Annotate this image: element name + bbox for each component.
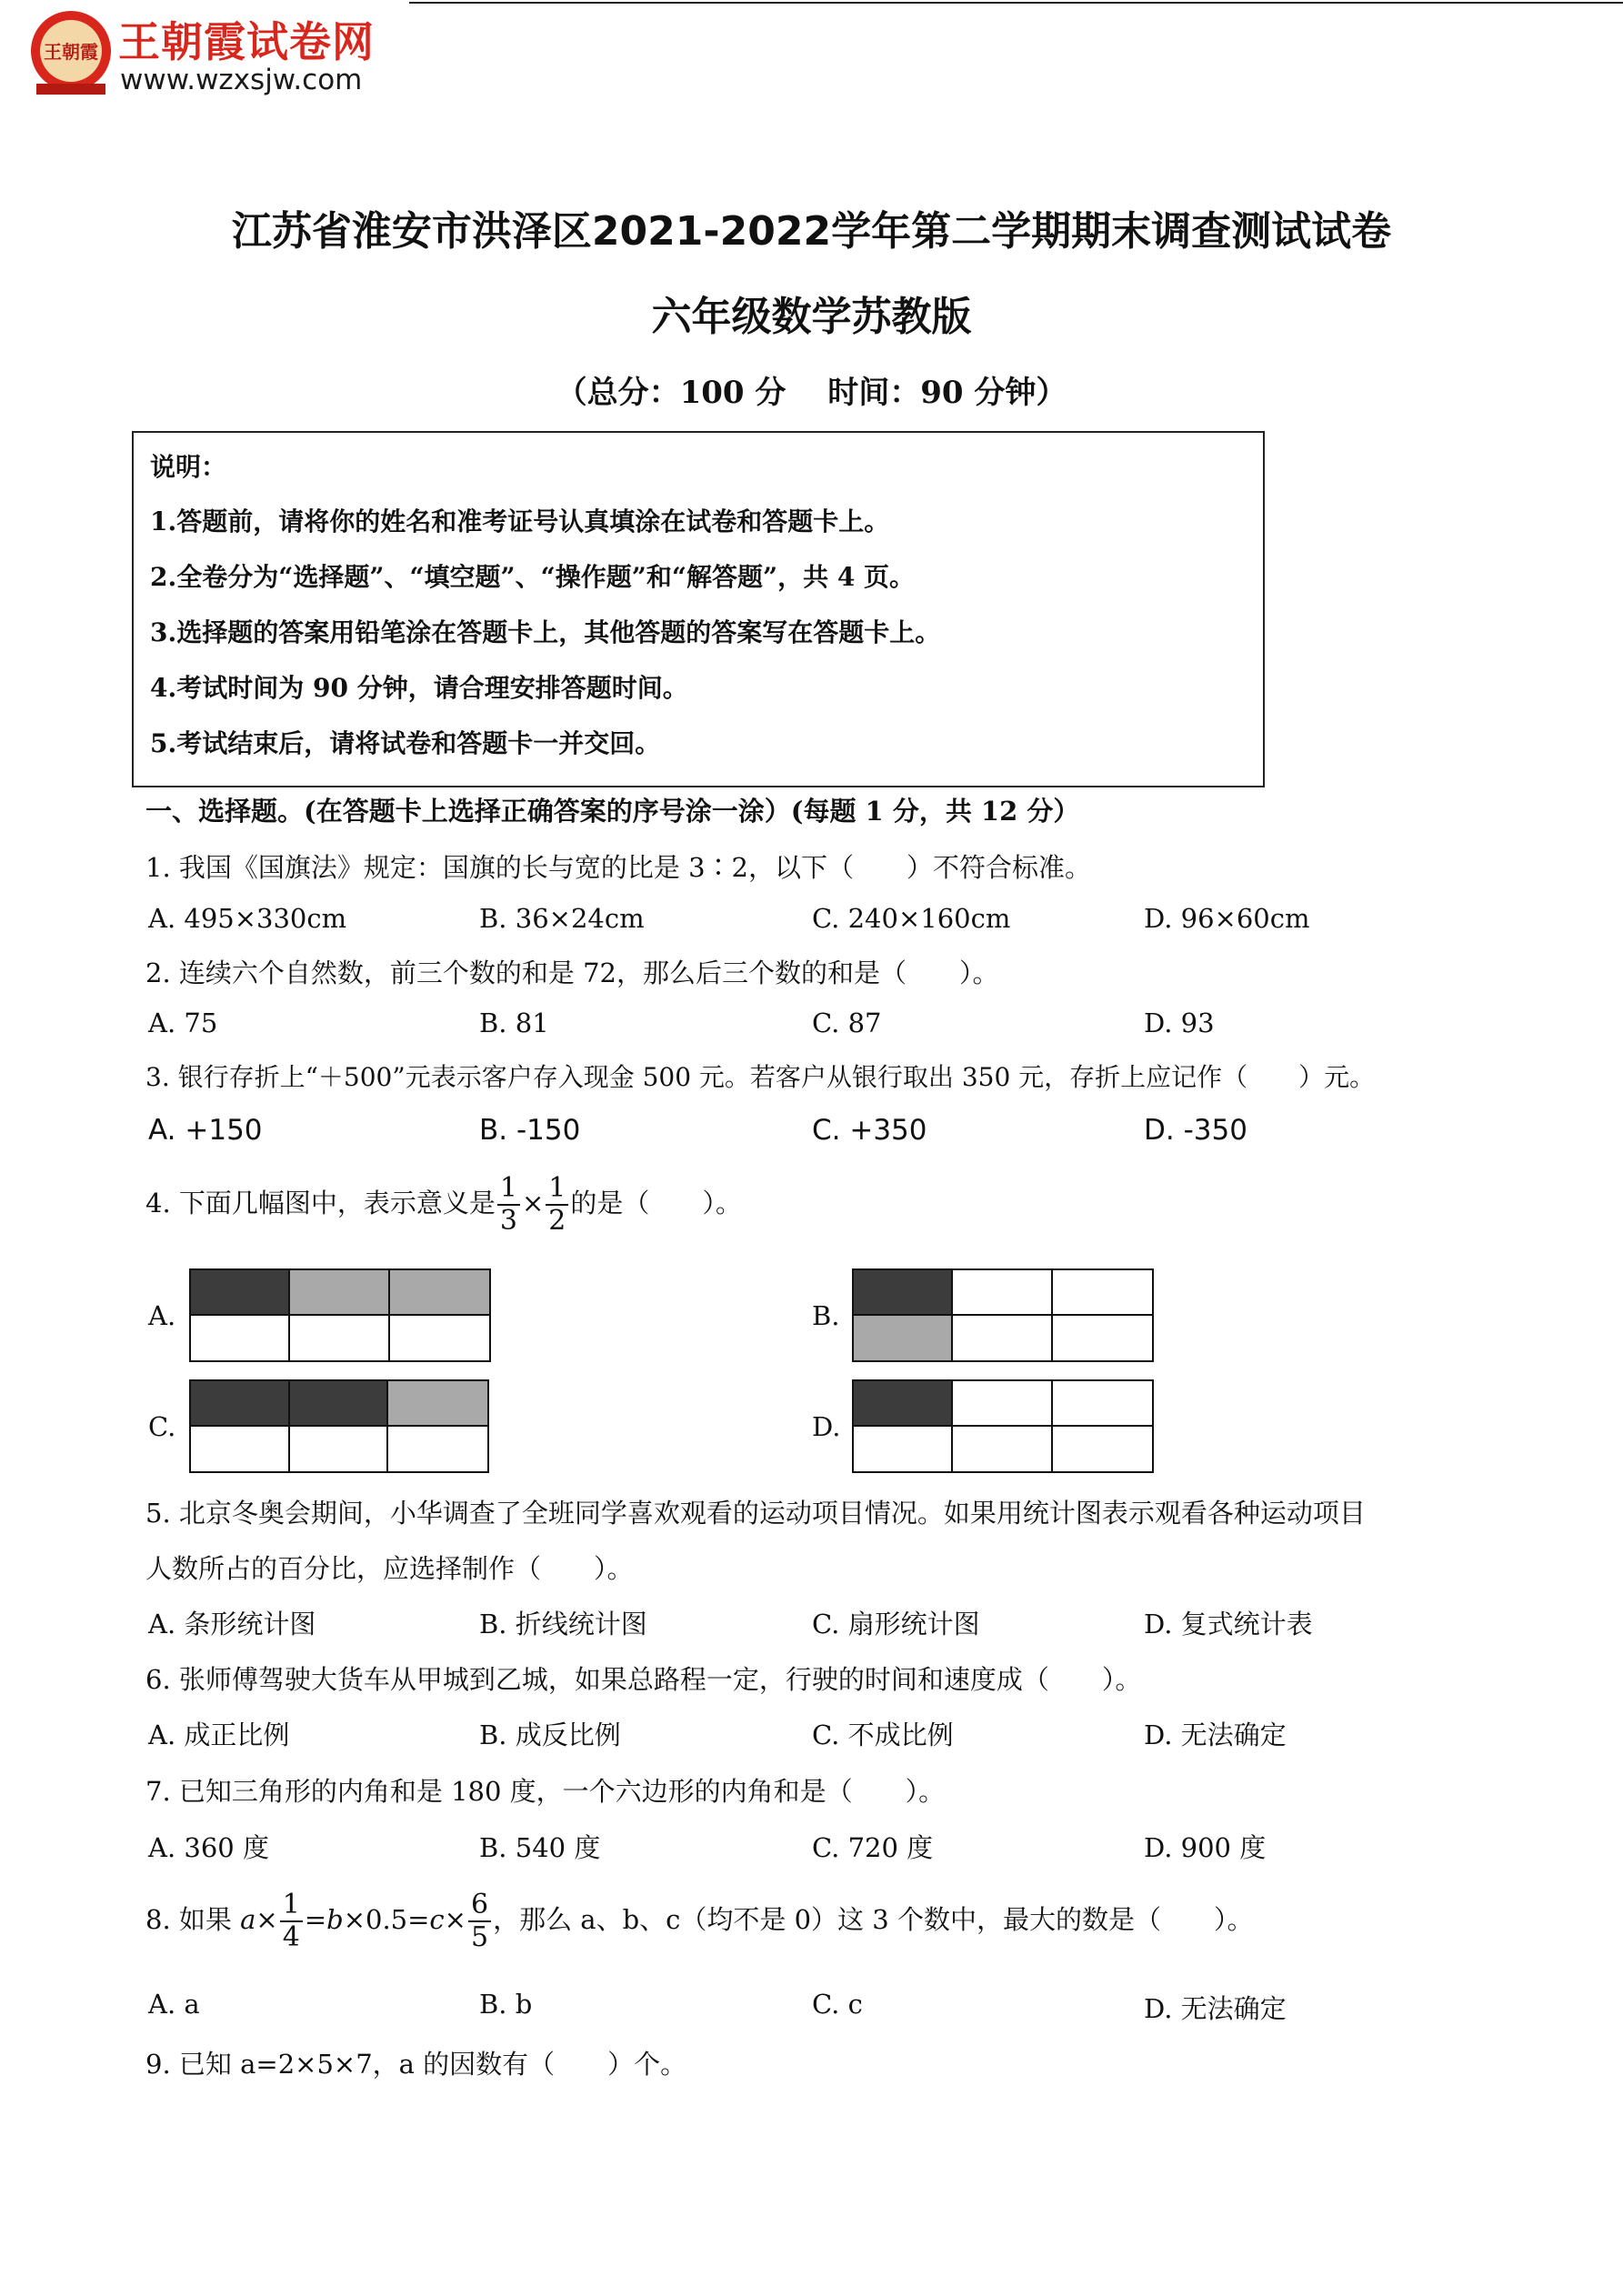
question-2-stem: 2. 连续六个自然数，前三个数的和是 72，那么后三个数的和是（ ）。 <box>145 958 999 988</box>
q6-option-c: C. 不成比例 <box>812 1719 954 1750</box>
instruction-item: 2.全卷分为“选择题”、“填空题”、“操作题”和“解答题”，共 4 页。 <box>150 562 916 592</box>
header-rule <box>409 2 1623 4</box>
q2-option-c: C. 87 <box>812 1008 882 1038</box>
section-heading: 一、选择题。(在答题卡上选择正确答案的序号涂一涂）(每题 1 分，共 12 分） <box>145 796 1080 827</box>
fraction-denominator: 3 <box>499 1205 517 1237</box>
grid-cell <box>1053 1427 1152 1472</box>
instruction-item: 1.答题前，请将你的姓名和准考证号认真填涂在试卷和答题卡上。 <box>150 506 890 536</box>
question-9-stem: 9. 已知 a=2×5×7，a 的因数有（ ）个。 <box>145 2049 687 2080</box>
variable-c: c <box>429 1904 445 1935</box>
grid-cell-shaded-dark <box>854 1381 953 1427</box>
question-3-stem: 3. 银行存折上“＋500”元表示客户存入现金 500 元。若客户从银行取出 350 元，存折上应记作（ ）元。 <box>145 1062 1376 1092</box>
grid-cell <box>390 1316 489 1361</box>
grid-cell <box>953 1427 1052 1472</box>
exam-score-time: （总分：100 分 时间：90 分钟） <box>556 375 1067 411</box>
grid-cell <box>1053 1381 1152 1427</box>
fraction-numerator: 1 <box>497 1173 520 1206</box>
q7-option-c: C. 720 度 <box>812 1832 934 1863</box>
q3-option-d: D. -350 <box>1144 1114 1247 1147</box>
q4-stem-prefix: 4. 下面几幅图中，表示意义是 <box>145 1188 496 1218</box>
q1-option-b: B. 36×24cm <box>479 903 645 934</box>
exam-title: 江苏省淮安市洪泽区2021-2022学年第二学期期末调查测试试卷 <box>231 208 1392 255</box>
fraction-numerator: 6 <box>468 1890 491 1922</box>
q4-figure-a <box>189 1268 491 1362</box>
fraction-one-half <box>546 1173 568 1237</box>
q1-option-a: A. 495×330cm <box>148 903 347 934</box>
grid-cell <box>388 1427 487 1472</box>
q8-stem-suffix: ，那么 a、b、c（均不是 0）这 3 个数中，最大的数是（ ）。 <box>493 1904 1254 1935</box>
q4-label-d: D. <box>812 1411 841 1442</box>
logo-ribbon <box>36 84 105 95</box>
fraction-denominator: 5 <box>470 1921 489 1953</box>
q4-label-c: C. <box>148 1411 176 1442</box>
grid-cell-shaded-dark <box>854 1270 953 1316</box>
q4-label-b: B. <box>812 1300 840 1331</box>
q2-option-a: A. 75 <box>148 1008 218 1038</box>
instruction-item: 5.考试结束后，请将试卷和答题卡一并交回。 <box>150 728 661 758</box>
grid-cell-shaded-dark <box>191 1381 290 1427</box>
q3-option-a: A. +150 <box>148 1114 263 1147</box>
q6-option-a: A. 成正比例 <box>148 1719 290 1750</box>
grid-cell-shaded-light <box>854 1316 953 1361</box>
fraction-six-fifths <box>468 1890 491 1953</box>
grid-cell <box>191 1427 290 1472</box>
times-point-five: ×0.5= <box>343 1904 430 1935</box>
grid-cell <box>953 1270 1052 1316</box>
q5-option-b: B. 折线统计图 <box>479 1609 647 1639</box>
q4-label-a: A. <box>148 1300 176 1331</box>
question-5-stem-line2: 人数所占的百分比，应选择制作（ ）。 <box>145 1553 634 1584</box>
question-1-stem: 1. 我国《国旗法》规定：国旗的长与宽的比是 3∶2，以下（ ）不符合标准。 <box>145 852 1092 883</box>
q8-stem-prefix: 8. 如果 <box>145 1904 232 1935</box>
question-6-stem: 6. 张师傅驾驶大货车从甲城到乙城，如果总路程一定，行驶的时间和速度成（ ）。 <box>145 1664 1142 1695</box>
question-7-stem: 7. 已知三角形的内角和是 180 度，一个六边形的内角和是（ ）。 <box>145 1776 946 1807</box>
brand-logo <box>25 7 116 98</box>
brand-url: www.wzxsjw.com <box>120 64 363 96</box>
variable-a: a <box>240 1904 256 1935</box>
grid-cell <box>953 1316 1052 1361</box>
brand-name: 王朝霞试卷网 <box>118 17 375 66</box>
fraction-denominator: 2 <box>548 1205 566 1237</box>
grid-cell-shaded-dark <box>191 1270 290 1316</box>
grid-cell-shaded-light <box>388 1381 487 1427</box>
question-8-stem <box>145 1890 1253 1953</box>
grid-cell <box>1053 1316 1152 1361</box>
instruction-item: 3.选择题的答案用铅笔涂在答题卡上，其他答题的答案写在答题卡上。 <box>150 617 941 647</box>
q1-option-d: D. 96×60cm <box>1144 903 1310 934</box>
grid-cell <box>290 1316 389 1361</box>
times-sign: × <box>521 1188 545 1218</box>
q2-option-b: B. 81 <box>479 1008 549 1038</box>
q8-option-c: C. c <box>812 1989 863 2020</box>
times-sign: × <box>444 1904 466 1935</box>
equals-sign: = <box>304 1904 327 1935</box>
q7-option-d: D. 900 度 <box>1144 1832 1267 1863</box>
q4-figure-c <box>189 1379 489 1473</box>
fraction-denominator: 4 <box>282 1921 300 1953</box>
q4-stem-suffix: 的是（ ）。 <box>570 1188 742 1218</box>
instruction-item: 4.考试时间为 90 分钟，请合理安排答题时间。 <box>150 673 688 703</box>
question-5-stem-line1: 5. 北京冬奥会期间，小华调查了全班同学喜欢观看的运动项目情况。如果用统计图表示观看各种运动项目 <box>145 1498 1366 1529</box>
fraction-one-quarter <box>280 1890 303 1953</box>
exam-subtitle: 六年级数学苏教版 <box>651 294 972 340</box>
fraction-numerator: 1 <box>546 1173 568 1206</box>
fraction-one-third <box>497 1173 520 1237</box>
grid-cell <box>953 1381 1052 1427</box>
q5-option-c: C. 扇形统计图 <box>812 1609 980 1639</box>
q3-option-c: C. +350 <box>812 1114 927 1147</box>
instructions-heading: 说明： <box>150 452 227 482</box>
q6-option-d: D. 无法确定 <box>1144 1719 1287 1750</box>
q8-option-a: A. a <box>148 1989 200 2020</box>
q4-figure-d <box>852 1379 1154 1473</box>
grid-cell <box>290 1427 389 1472</box>
q7-option-b: B. 540 度 <box>479 1832 601 1863</box>
times-sign: × <box>255 1904 278 1935</box>
question-4-stem <box>145 1173 742 1237</box>
instructions-box <box>132 431 1265 787</box>
grid-cell-shaded-light <box>390 1270 489 1316</box>
q8-option-d: D. 无法确定 <box>1144 1993 1287 2024</box>
q5-option-d: D. 复式统计表 <box>1144 1609 1313 1639</box>
grid-cell-shaded-light <box>290 1270 389 1316</box>
grid-cell <box>191 1316 290 1361</box>
q5-option-a: A. 条形统计图 <box>148 1609 316 1639</box>
grid-cell <box>854 1427 953 1472</box>
q4-figure-b <box>852 1268 1154 1362</box>
q7-option-a: A. 360 度 <box>148 1832 269 1863</box>
q6-option-b: B. 成反比例 <box>479 1719 621 1750</box>
logo-text: 王朝霞 <box>44 41 98 63</box>
variable-b: b <box>326 1904 344 1935</box>
grid-cell <box>1053 1270 1152 1316</box>
q1-option-c: C. 240×160cm <box>812 903 1011 934</box>
fraction-numerator: 1 <box>280 1890 303 1922</box>
q8-option-b: B. b <box>479 1989 533 2020</box>
grid-cell-shaded-dark <box>290 1381 389 1427</box>
q2-option-d: D. 93 <box>1144 1008 1215 1038</box>
q3-option-b: B. -150 <box>479 1114 581 1147</box>
